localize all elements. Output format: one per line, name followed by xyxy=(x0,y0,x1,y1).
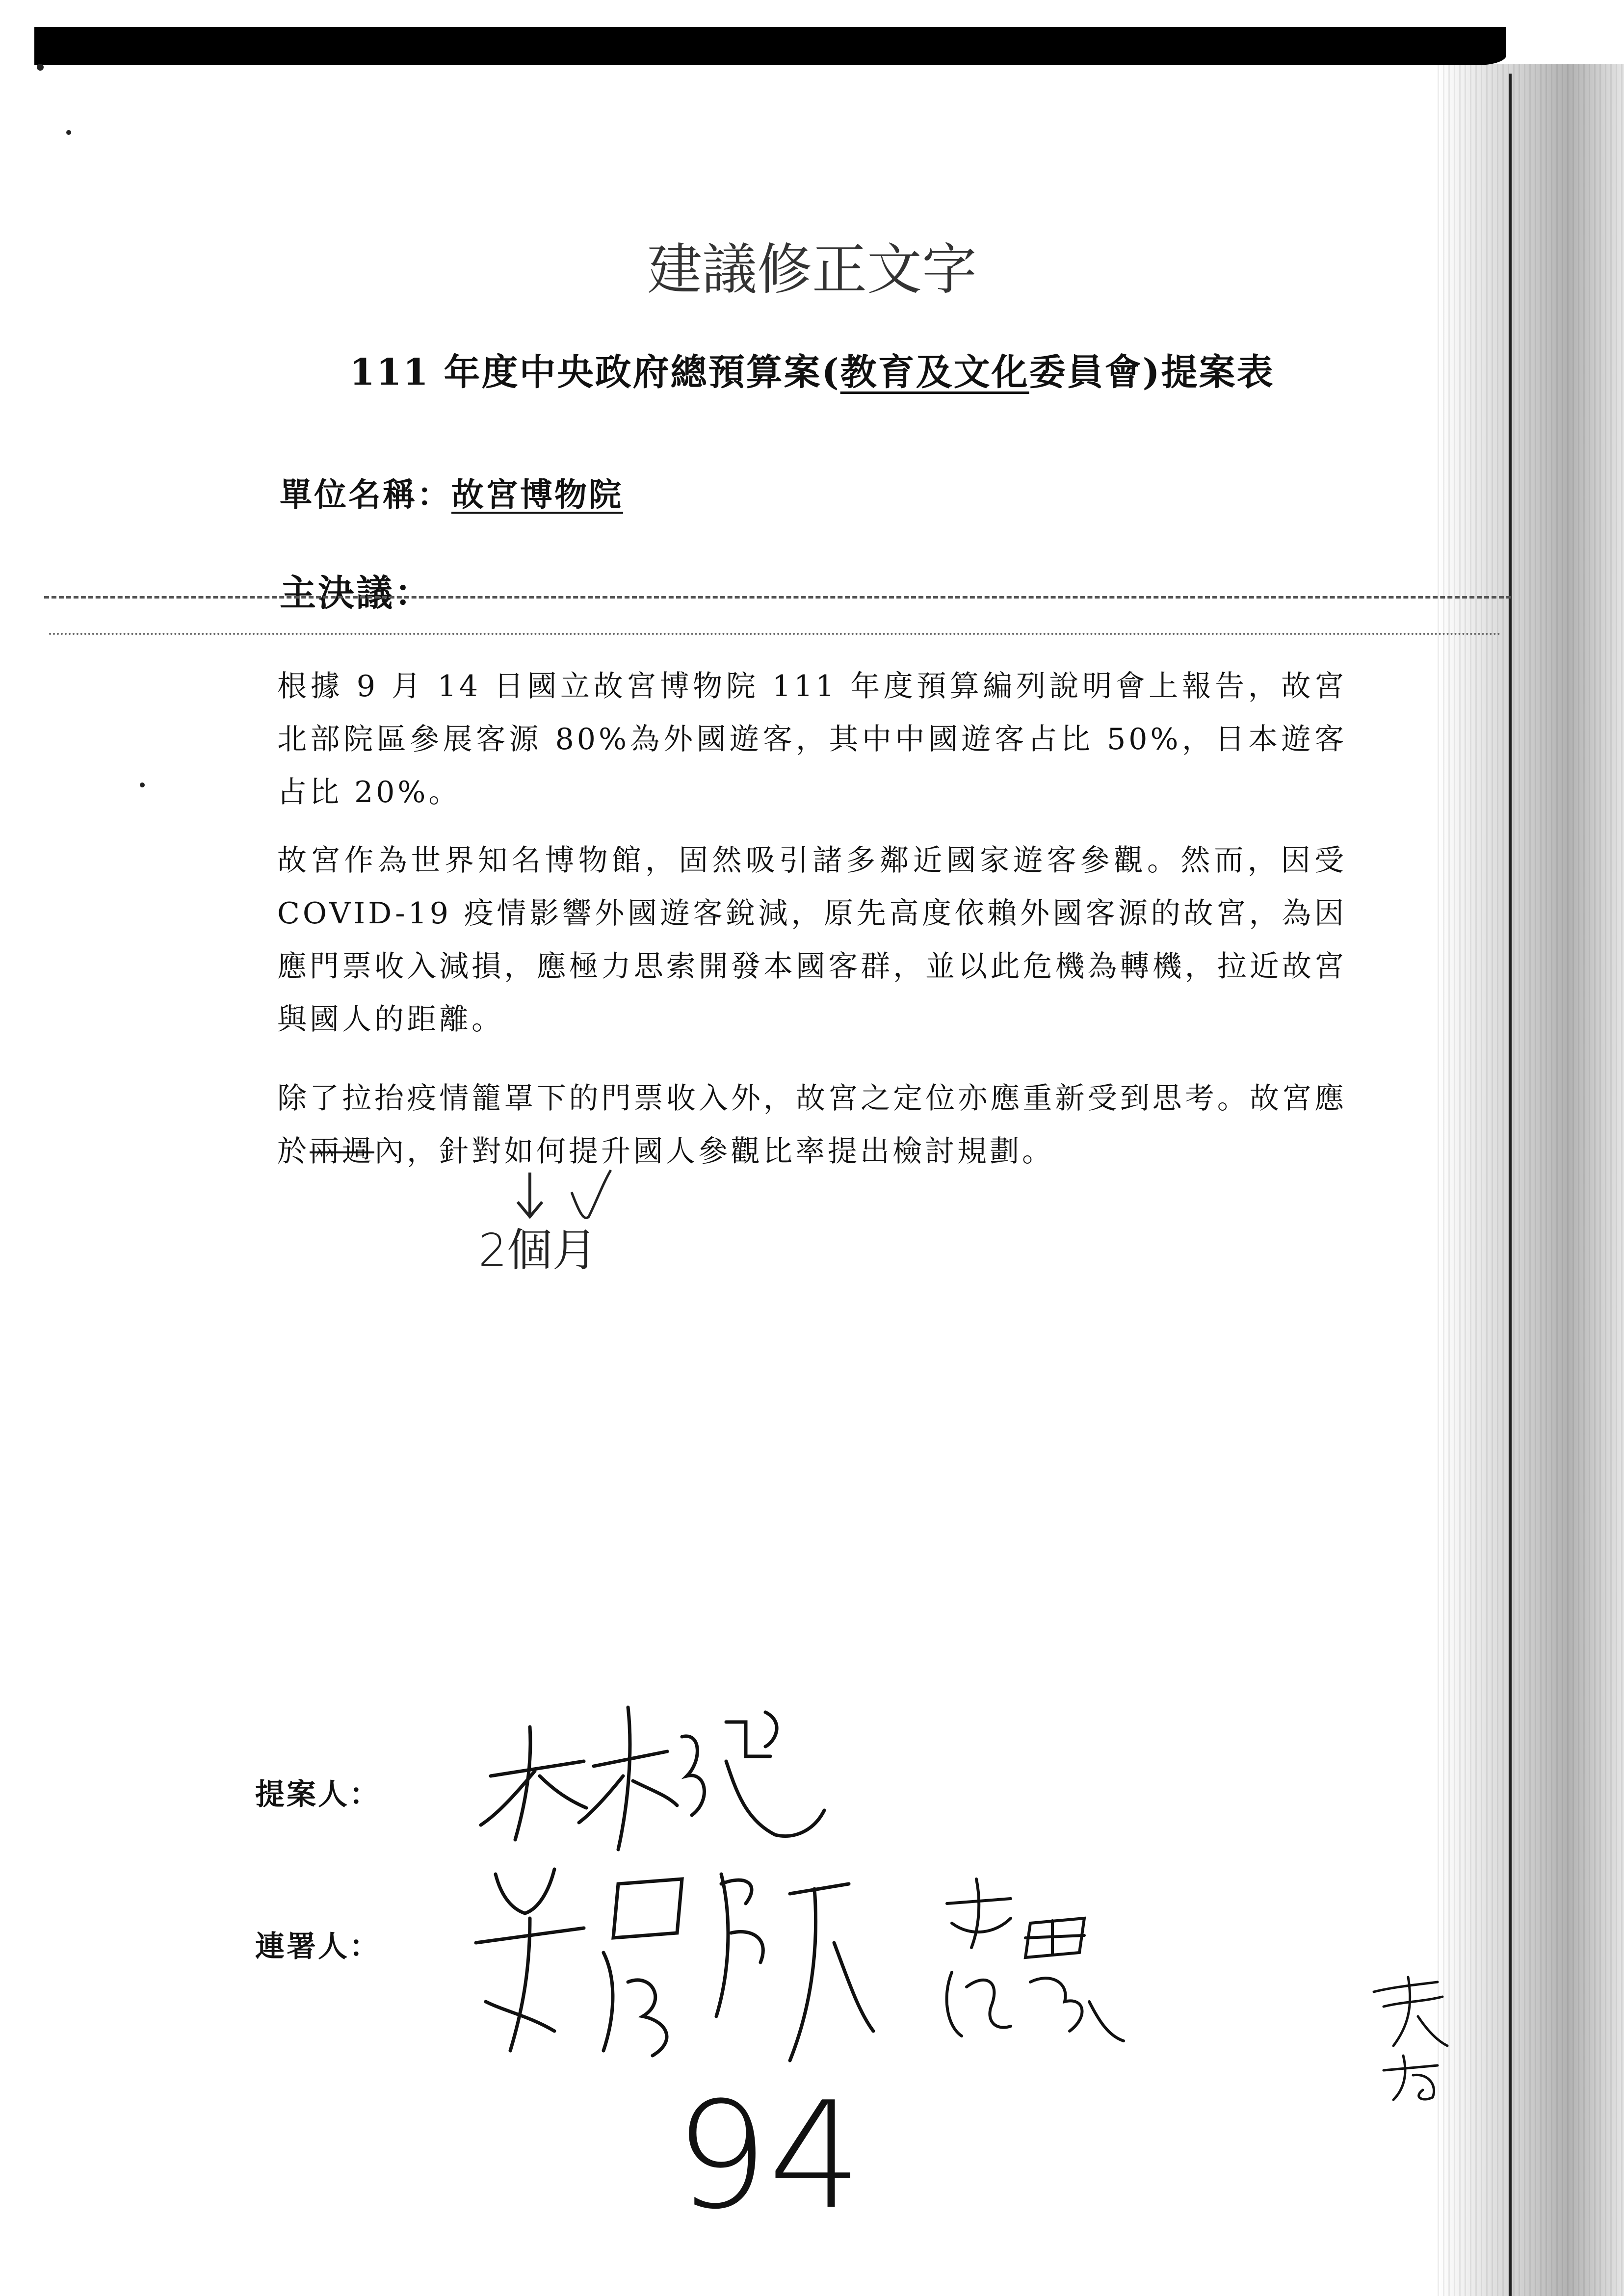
scan-right-edge-line xyxy=(1509,74,1512,2296)
proposal-title xyxy=(0,343,1624,395)
proposal-title-suffix: 委員會)提案表 xyxy=(1029,351,1275,393)
proposer-signature xyxy=(471,1693,873,1859)
struck-text: 兩週 xyxy=(310,1134,374,1169)
revision-title: 建議修正文字 xyxy=(647,238,977,302)
paragraph-3-after: 內，針對如何提升國人參觀比率提出檢討規劃。 xyxy=(374,1134,1054,1169)
dotted-rule xyxy=(49,633,1501,635)
handwritten-correction: 2個月 xyxy=(478,1224,598,1277)
proposal-title-prefix: 111 年度中央政府總預算案( xyxy=(349,351,840,393)
body-paragraph-1: 根據 9 月 14 日國立故宮博物院 111 年度預算編列說明會上報告，故宮北部院區參展客源 80%為外國遊客，其中中國遊客占比 50%，日本遊客占比 20%。 xyxy=(277,669,1347,809)
unit-line xyxy=(280,469,623,515)
decision-label: 主決議： xyxy=(280,572,433,614)
cosigner-signature-2 xyxy=(922,1874,1178,2061)
unit-value: 故宮博物院 xyxy=(451,475,623,514)
unit-label: 單位名稱： xyxy=(280,475,451,514)
scan-speck xyxy=(37,64,44,71)
scan-speck xyxy=(66,130,71,135)
scan-speck xyxy=(140,783,145,787)
scan-right-edge-shadow xyxy=(1438,64,1624,2296)
body-paragraph-3 xyxy=(277,1072,1347,1178)
body-paragraph-2: 故宮作為世界知名博物館，固然吸引諸多鄰近國家遊客參觀。然而，因受 COVID-19 疫情影響外國遊客銳減，原先高度依賴外國客源的故宮，為因應門票收入減損，應極力思索開發本國客群，並以此危機為轉機，拉近故宮與國人的距離。 xyxy=(277,843,1347,1037)
proposer-label: 提案人： xyxy=(255,1777,381,1812)
dashed-rule xyxy=(44,596,1511,599)
scan-top-border xyxy=(34,27,1506,65)
paragraph-3-before: 除了拉抬疫情籠罩下的門票收入外，故宮之定位亦應重新受到思考。故宮應於 xyxy=(277,1081,1347,1169)
proposal-title-committee: 教育及文化 xyxy=(840,351,1029,393)
page-number: 94 xyxy=(675,2070,862,2242)
cosigner-label: 連署人： xyxy=(255,1930,381,1964)
marginal-initials xyxy=(1364,1967,1462,2105)
